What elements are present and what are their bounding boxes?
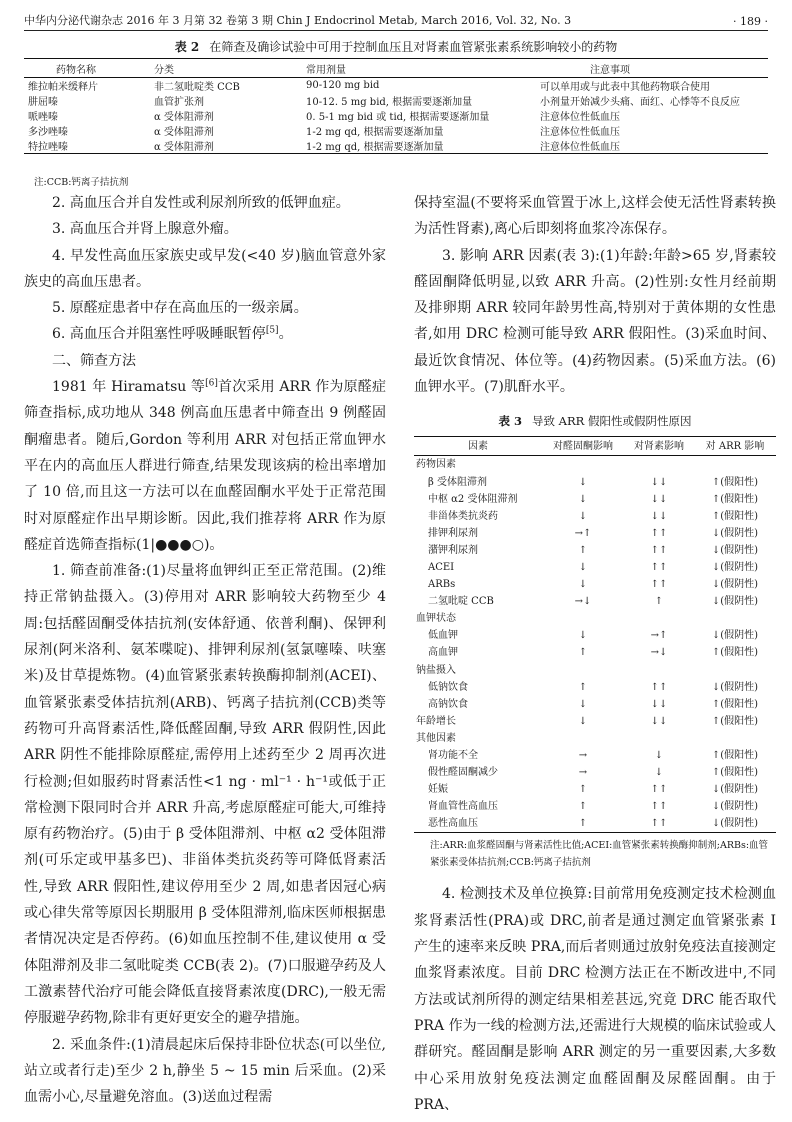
table3-cell-renin: ↑↑ [650,561,668,573]
table3-header-arr: 对 ARR 影响 [694,437,776,456]
paragraph: 2. 高血压合并自发性或利尿剂所致的低钾血症。 [52,195,350,211]
table3-cell-arr: ↑(假阳性) [711,767,759,779]
table3-cell-aldosterone: ↑ [578,647,588,659]
table3-cell-factor: ARBs [428,579,456,591]
table3-header-factor: 因素 [414,437,542,456]
table2-cell-class: α 受体阻滞剂 [154,127,214,138]
citation-ref: [6] [205,378,218,389]
table2-caption [24,38,768,55]
table3-cell-factor: 二氢吡啶 CCB [428,596,494,608]
table3-note: 注:ARR:血浆醛固酮与肾素活性比值;ACEI:血管紧张素转换酶抑制剂;ARBs:血管紧张素受体拮抗剂;CCB:钙离子拮抗剂 [430,840,769,869]
paragraph: 4. 检测技术及单位换算:目前常用免疫测定技术检测血浆肾素活性(PRA)或 DRC,前者是通过测定血管紧张素 Ⅰ 产生的速率来反映 PRA,而后者则通过放射免疫法直接测定血浆肾素浓度。目前 DRC 检测方法正在不断改进中,不同方法或试剂所得的测定结果相差甚远,究竟 DRC 能否取代 PRA 作为一线的检测方法,还需进行大规模的临床试验或人群研究。醛固酮是影响 ARR 测定的另一重要因素,大多数中心采用放射免疫法测定血醛固酮及尿醛固酮。由于 PRA、 [414,886,776,1113]
table3-cell-aldosterone: ↓ [578,476,588,488]
table2-cell-class: 非二氢吡啶类 CCB [154,82,240,93]
table3-cell-aldosterone: ↑ [578,784,588,796]
table2-header-drug: 药物名称 [24,59,124,78]
table3-cell-factor: 潴钾利尿剂 [428,544,478,556]
paragraph: 3. 影响 ARR 因素(表 3):(1)年龄:年龄>65 岁,肾素较醛固酮降低明显,以致 ARR 升高。(2)性别:女性月经前期及排卵期 ARR 较同年龄男性高,特别对于黄体期的女性患者,如用 DRC 检测可能导致 ARR 假阳性。(3)采血时间、最近饮食情况、体位等。(4)药物因素。(5)采血方法。(6)血钾水平。(7)肌酐水平。 [414,247,776,396]
table3-cell-factor: ACEI [428,561,455,573]
table-row [414,525,776,542]
table-row [414,473,776,490]
table3 [414,436,776,833]
table2-cell-drug: 肼屈嗪 [28,97,58,108]
table3-cell-factor: 假性醛固酮减少 [428,767,498,779]
paragraph: 4. 早发性高血压家族史或早发(<40 岁)脑血管意外家族史的高血压患者。 [24,247,386,290]
table3-cell-factor: 肾血管性高血压 [428,801,498,813]
table3-cell-arr: ↓(假阴性) [711,630,759,642]
table3-cell-renin: ↓↓ [650,510,668,522]
table3-cell-factor: 钠盐摄入 [416,664,456,676]
table3-cell-arr: ↑(假阳性) [711,510,759,522]
table2-header-notes: 注意事项 [500,59,768,78]
table3-cell-arr: ↑(假阳性) [711,476,759,488]
table2-cell-dose: 1-2 mg qd, 根据需要逐渐加量 [306,127,444,138]
table3-cell-aldosterone: ↓ [578,715,588,727]
table3-header-renin: 对肾素影响 [624,437,694,456]
table3-cell-renin: ↑ [654,596,664,608]
table3-cell-arr: ↓(假阴性) [711,801,759,813]
table3-cell-aldosterone: ↓ [578,493,588,505]
table2-cell-class: 血管扩张剂 [154,97,204,108]
table-row [414,491,776,508]
table3-title: 导致 ARR 假阳性或假阴性原因 [532,414,692,429]
table-row [414,593,776,610]
table-row [24,138,768,154]
table3-cell-renin: ↑↑ [650,784,668,796]
table2-cell-drug: 特拉唑嗪 [24,138,124,154]
journal-citation: 中华内分泌代谢杂志 2016 年 3 月第 32 卷第 3 期 Chin J Endocrinol Metab, March 2016, Vol. 32, No. 3 [24,14,572,27]
table2-cell-drug: 哌唑嗪 [28,112,58,123]
table3-cell-renin [624,730,694,747]
table3-cell-aldosterone [542,456,624,474]
table2 [24,58,768,154]
table3-cell-aldosterone: ↓ [578,561,588,573]
paragraph-text: 1981 年 Hiramatsu 等 [52,379,206,396]
table3-cell-arr [694,456,776,474]
table-row [414,798,776,815]
table3-cell-renin: ↑↑ [650,579,668,591]
table3-cell-factor: 恶性高血压 [414,815,542,833]
table3-cell-aldosterone: ↓ [578,579,588,591]
table3-cell-renin: ↓↓ [650,493,668,505]
table3-cell-renin: ↑↑ [650,527,668,539]
paragraph: 2. 采血条件:(1)清晨起床后保持非卧位状态(可以坐位,站立或者行走)至少 2 h,静坐 5 ~ 15 min 后采血。(2)采血需小心,尽量避免溶血。(3)送血过程需 [24,1036,386,1106]
table3-cell-arr: ↑(假阳性) [711,698,759,710]
table-row [414,576,776,593]
paragraph-text: 6. 高血压合并阻塞性呼吸睡眠暂停 [52,326,266,343]
table2-cell-drug: 多沙唑嗪 [28,127,68,138]
table3-cell-renin [624,456,694,474]
table3-cell-aldosterone: →↓ [574,596,592,608]
citation-ref: [5] [265,325,279,336]
table3-cell-factor: 其他因素 [416,732,456,744]
table3-cell-factor: 非甾体类抗炎药 [428,510,498,522]
section-heading: 二、筛查方法 [52,352,136,369]
table-row [414,508,776,525]
table3-cell-arr: ↓(假阴性) [711,561,759,573]
table3-cell-arr: ↑(假阳性) [711,647,759,659]
table2-cell-notes: 注意体位性低血压 [540,127,620,138]
table3-cell-factor: 妊娠 [428,784,448,796]
table-group-row [414,713,776,730]
table3-cell-renin: ↑↑ [624,815,694,833]
table-row [414,696,776,713]
table3-cell-aldosterone: →↑ [574,527,592,539]
table3-cell-renin: →↑ [650,630,668,642]
table3-cell-factor: 排钾利尿剂 [428,527,478,539]
table3-cell-arr [694,610,776,627]
table3-cell-aldosterone: ↑ [578,544,588,556]
table3-cell-factor: 中枢 α2 受体阻滞剂 [428,493,518,505]
table3-cell-factor: 低血钾 [428,630,458,642]
table2-cell-notes: 注意体位性低血压 [540,112,620,123]
table3-cell-renin: ↑↑ [650,681,668,693]
table-row [414,815,776,833]
table2-note: 注:CCB:钙离子拮抗剂 [34,177,129,188]
table3-cell-arr [694,662,776,679]
table3-cell-aldosterone: ↑ [542,815,624,833]
table-group-row [414,456,776,474]
paragraph: 保持室温(不要将采血管置于冰上,这样会使无活性肾素转换为活性肾素),离心后即刻将血浆冷冻保存。 [414,195,776,238]
table-row [24,93,768,108]
table3-cell-renin: ↓ [654,767,664,779]
table2-cell-notes: 小剂量开始减少头痛、面红、心悸等不良反应 [540,97,740,108]
paragraph: 3. 高血压合并肾上腺意外瘤。 [52,221,238,238]
table3-cell-aldosterone [542,730,624,747]
table3-label: 表 3 [498,414,523,429]
table3-cell-aldosterone: ↓ [578,630,588,642]
table-row [24,78,768,94]
table3-cell-factor: β 受体阻滞剂 [428,476,487,488]
table3-cell-aldosterone [542,610,624,627]
table2-cell-dose: 10-12. 5 mg bid, 根据需要逐渐加量 [306,97,473,108]
table3-cell-arr: ↑(假阳性) [711,715,759,727]
table3-cell-factor: 年龄增长 [416,715,456,727]
table-group-row [414,610,776,627]
paragraph [24,321,386,347]
table3-cell-arr: ↓(假阴性) [711,784,759,796]
table3-cell-arr: ↓(假阴性) [711,596,759,608]
table3-cell-arr [694,730,776,747]
table-row [414,764,776,781]
table3-cell-renin [624,662,694,679]
table2-header-row [24,59,768,78]
table3-cell-aldosterone: ↑ [578,801,588,813]
paragraph [24,374,386,558]
table3-cell-renin: ↓↓ [650,715,668,727]
table3-cell-arr: ↓(假阴性) [711,544,759,556]
left-column [24,190,386,1110]
table3-cell-arr: ↑(假阳性) [711,750,759,762]
table3-cell-factor: 血钾状态 [416,613,456,625]
table2-cell-dose: 1-2 mg qd, 根据需要逐渐加量 [266,138,500,154]
table3-caption [414,414,776,428]
table2-cell-dose: 90-120 mg bid [306,80,380,91]
table3-header-aldosterone: 对醛固酮影响 [542,437,624,456]
table3-cell-factor: 药物因素 [416,459,456,471]
paragraph-text: 。 [278,326,293,343]
table3-cell-arr: ↑(假阳性) [711,493,759,505]
table3-cell-factor: 肾功能不全 [428,750,478,762]
table2-cell-notes: 可以单用或与此表中其他药物联合使用 [540,82,710,93]
table-group-row [414,730,776,747]
table2-cell-class: α 受体阻滞剂 [154,112,214,123]
table-row [414,559,776,576]
running-header [24,10,768,31]
table2-cell-class: α 受体阻滞剂 [124,138,266,154]
table2-header-class: 分类 [124,59,266,78]
table-row [414,679,776,696]
table2-header-dose: 常用剂量 [266,59,500,78]
paragraph: 1. 筛查前准备:(1)尽量将血钾纠正至正常范围。(2)维持正常钠盐摄入。(3)停用对 ARR 影响较大药物至少 4 周:包括醛固酮受体拮抗剂(安体舒通、依普利酮)、保钾利尿剂(阿米洛利、氨苯喋啶)、排钾利尿剂(氢氯噻嗪、呋塞米)及甘草提炼物。(4)血管紧张素转换酶抑制剂(ACEI)、血管紧张素受体拮抗剂(ARB)、钙离子拮抗剂(CCB)类等药物可升高肾素活性,降低醛固酮,导致 ARR 假阴性,因此 ARR 阴性不能排除原醛症,需停用上述药至少 2 周再次进行检测;但如服药时肾素活性<1 ng · ml⁻¹ · h⁻¹或低于正常检测下限同时合并 ARR 升高,考虑原醛症可能大,可维持原有药物治疗。(5)由于 β 受体阻滞剂、中枢 α2 受体阻滞剂(可乐定或甲基多巴)、非甾体类抗炎药等可降低肾素活性,导致 ARR 假阳性,建议停用至少 2 周,如患者因冠心病或心律失常等原因长期服用 β 受体阻滞剂,临床医师根据患者情况决定是否停药。(6)如血压控制不佳,建议使用 α 受体阻滞剂及非二氢吡啶类 CCB(表 2)。(7)口服避孕药及人工激素替代治疗可能会降低直接肾素浓度(DRC),一般无需停服避孕药物,除非有更好更安全的避孕措施。 [24,563,386,1027]
table3-cell-arr: ↓(假阴性) [711,579,759,591]
table3-cell-renin: ↑↑ [650,801,668,813]
table3-cell-aldosterone: → [578,750,588,762]
page-number: · 189 · [733,15,768,28]
table3-cell-renin: ↓ [654,750,664,762]
table3-cell-renin: →↓ [650,647,668,659]
table-row [414,644,776,661]
table3-cell-aldosterone: ↑ [578,681,588,693]
table3-cell-arr: ↓(假阴性) [711,681,759,693]
table3-cell-arr: ↓(假阴性) [694,815,776,833]
table3-cell-aldosterone: ↓ [578,510,588,522]
table3-cell-renin [624,610,694,627]
table-row [414,747,776,764]
paragraph: 5. 原醛症患者中存在高血压的一级亲属。 [52,300,308,317]
table3-cell-renin: ↓↓ [650,698,668,710]
table3-cell-factor: 低钠饮食 [428,681,468,693]
table-group-row [414,662,776,679]
table3-cell-factor: 高血钾 [428,647,458,659]
table2-cell-notes: 注意体位性低血压 [500,138,768,154]
table3-cell-aldosterone: → [578,767,588,779]
table3-header-row [414,437,776,456]
paragraph-text: 首次采用 ARR 作为原醛症筛查指标,成功地从 348 例高血压患者中筛查出 9 例醛固酮瘤患者。随后,Gordon 等利用 ARR 对包括正常血钾水平在内的高血压人群进行筛查,结果发现该病的检出率增加了 10 倍,而且这一方法可以在血醛固酮水平处于正常范围时对原醛症作出早期诊断。因此,我们推荐将 ARR 作为原醛症首选筛查指标(1|●●●○)。 [24,379,386,553]
table2-title: 在筛查及确诊试验中可用于控制血压且对肾素血管紧张素系统影响较小的药物 [209,40,618,54]
table-row [414,627,776,644]
table-row [414,542,776,559]
table-row [414,781,776,798]
table3-cell-renin: ↓↓ [650,476,668,488]
table-row [24,123,768,138]
table3-cell-renin: ↑↑ [650,544,668,556]
table2-label: 表 2 [174,40,200,54]
table3-cell-arr: ↓(假阴性) [711,527,759,539]
right-column [414,190,776,1118]
table-row [24,108,768,123]
table2-cell-dose: 0. 5-1 mg bid 或 tid, 根据需要逐渐加量 [306,112,490,123]
table2-cell-drug: 维拉帕米缓释片 [28,82,98,93]
table3-cell-aldosterone [542,662,624,679]
table3-cell-factor: 高钠饮食 [428,698,468,710]
table3-cell-aldosterone: ↓ [578,698,588,710]
